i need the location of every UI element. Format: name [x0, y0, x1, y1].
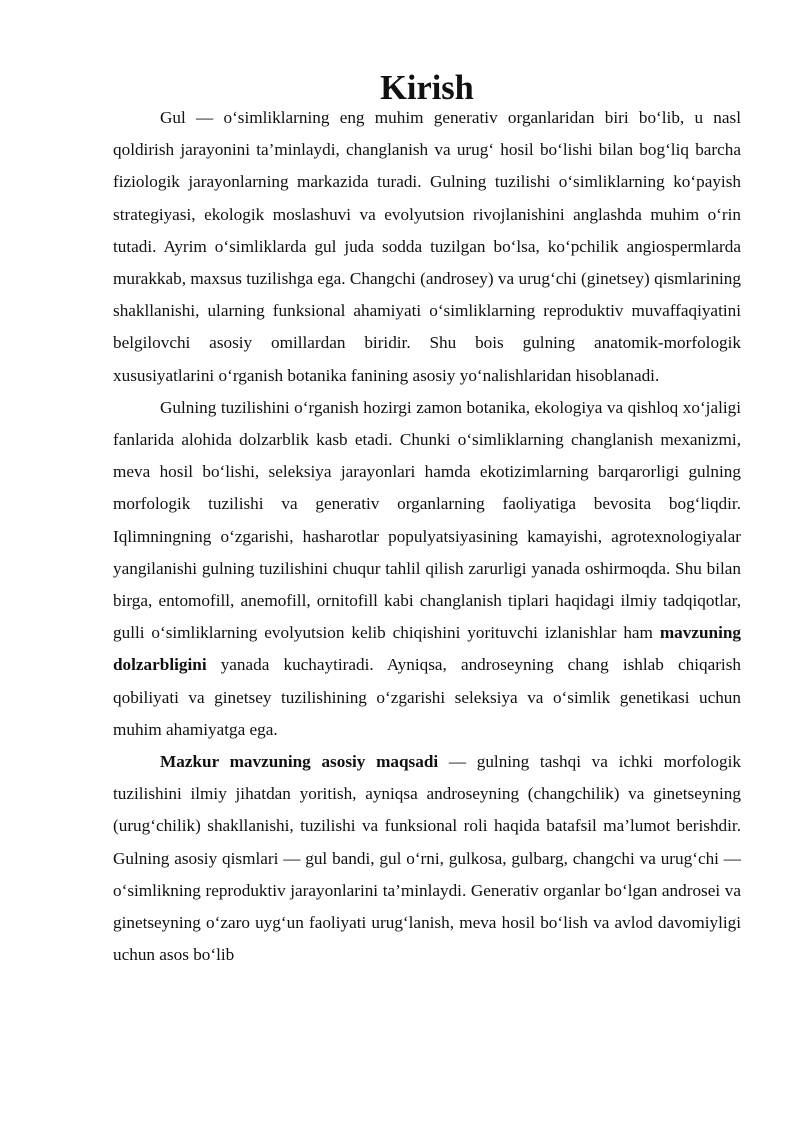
document-body [113, 69, 741, 971]
section-title: Kirish [380, 69, 474, 107]
relevance-highlight: mavzuning dolzarbligini [113, 623, 741, 675]
paragraph-relevance-text-start: Gulning tuzilishini o‘rganish hozirgi zamon botanika, ekologiya va qishloq xo‘jaligi fanlarida alohida dolzarblik kasb etadi. Chunki o‘simliklarning changlanish mexanizmi, meva hosil bo‘lishi, seleksiya jarayonlari hamda ekotizimlarning barqarorligi gulning morfologik tuzilishi va generativ organlarning faoliyatiga bevosita bog‘liqdir. Iqlimningning o‘zgarishi, hasharotlar populyatsiyasining kamayishi, agrotexnologiyalar yangilanishi gulning tuzilishini chuqur tahlil qilish zarurligi yanada oshirmoqda. Shu bilan birga, entomofill, anemofill, ornitofill kabi changlanish tiplari haqidagi ilmiy tadqiqotlar, gulli o‘simliklarning evolyutsion kelib chiqishini yorituvchi izlanishlar ham [113, 397, 741, 643]
paragraph-goal [113, 746, 741, 971]
paragraph-intro: Gul — o‘simliklarning eng muhim generativ organlaridan biri bo‘lib, u nasl qoldirish jarayonini ta’minlaydi, changlanish va urug‘ hosil bo‘lishi bilan bog‘liq barcha fiziologik jarayonlarning markazida turadi. Gulning tuzilishi o‘simliklarning ko‘payish strategiyasi, ekologik moslashuvi va evolyutsion rivojlanishini anglashda muhim o‘rin tutadi. Ayrim o‘simliklarda gul juda sodda tuzilgan bo‘lsa, ko‘pchilik angiospermlarda murakkab, maxsus tuzilishga ega. Changchi (androsey) va urug‘chi (ginetsey) qismlarining shakllanishi, ularning funksional ahamiyati o‘simliklarning reproduktiv muvaffaqiyatini belgilovchi asosiy omillardan biridir. Shu bois gulning anatomik-morfologik xususiyatlarini o‘rganish botanika fanining asosiy yo‘nalishlaridan hisoblanadi. [113, 108, 741, 385]
goal-highlight: Mazkur mavzuning asosiy maqsadi [160, 752, 439, 772]
paragraph-relevance [113, 392, 741, 746]
paragraph-relevance-text-end: yanada kuchaytiradi. Ayniqsa, androseyning chang ishlab chiqarish qobiliyati va ginetsey tuzilishining o‘zgarishi seleksiya va o‘simlik genetikasi uchun muhim ahamiyatga ega. [113, 655, 741, 739]
paragraph-goal-text: — gulning tashqi va ichki morfologik tuzilishini ilmiy jihatdan yoritish, ayniqsa androseyning (changchilik) va ginetseyning (urug‘chilik) shakllanishi, tuzilishi va funksional roli haqida batafsil ma’lumot berishdir. Gulning asosiy qismlari — gul bandi, gul o‘rni, gulkosa, gulbarg, changchi va urug‘chi — o‘simlikning reproduktiv jarayonlarini ta’minlaydi. Generativ organlar bo‘lgan androsei va ginetseyning o‘zaro uyg‘un faoliyati urug‘lanish, meva hosil bo‘lish va avlod davomiyligi uchun asos bo‘lib [113, 752, 741, 965]
